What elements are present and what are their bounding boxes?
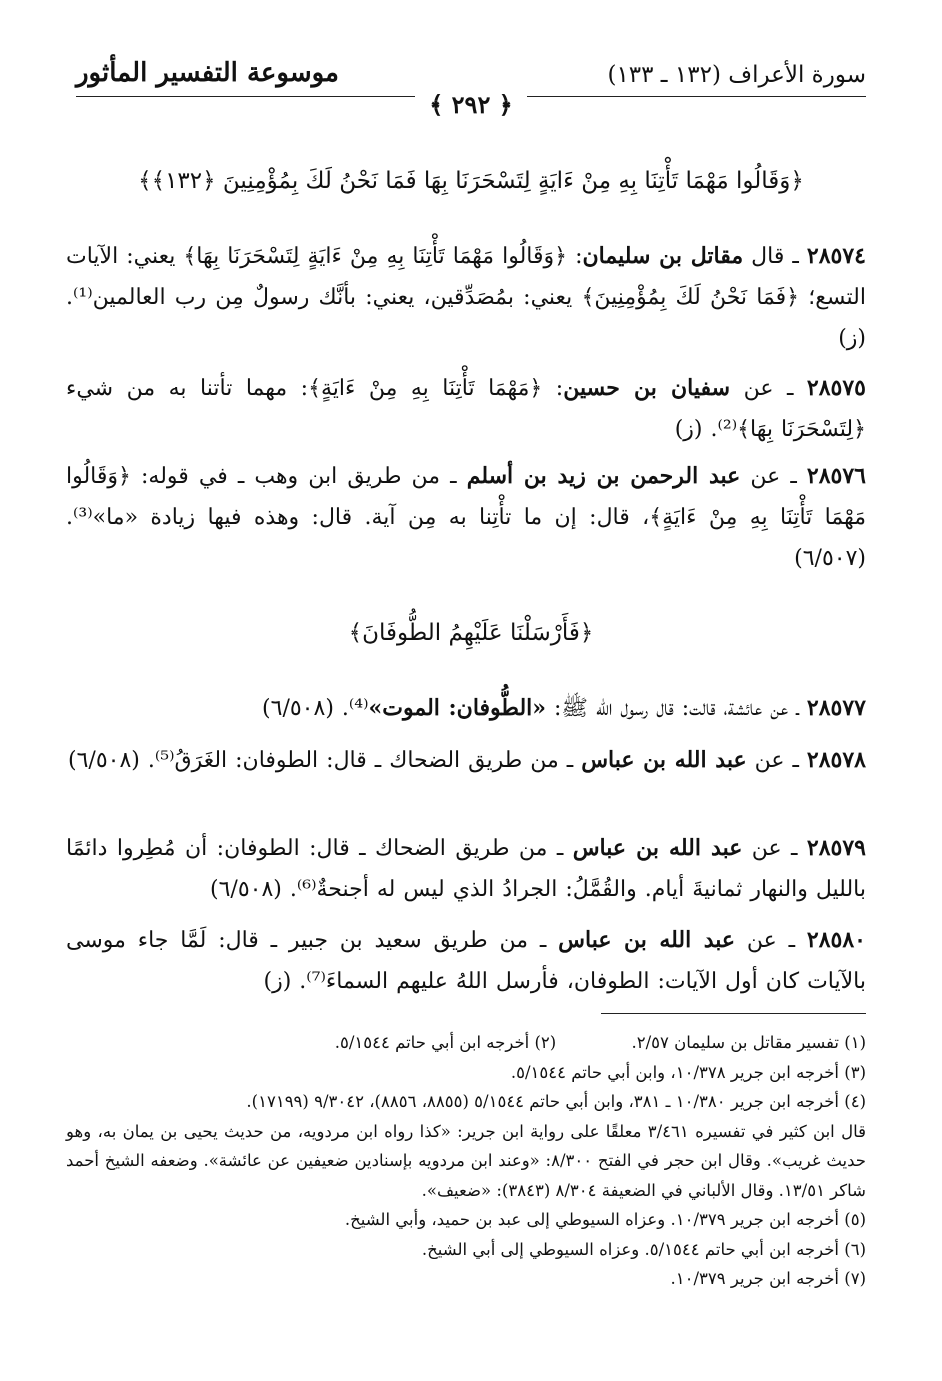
- verse-132: ﴿وَقَالُوا مَهْمَا تَأْتِنَا بِهِ مِنْ ءَايَةٍ لِتَسْحَرَنَا بِهَا فَمَا نَحْنُ لَكَ بِمُؤْمِنِينَ ﴿١٣٢﴾﴾: [138, 168, 804, 194]
- narration-number: ٢٨٥٨٠: [806, 927, 866, 953]
- footnote-3: (٣) أخرجه ابن جرير ١٠/٣٧٨، وابن أبي حاتم ٥/١٥٤٤.: [510, 1062, 866, 1082]
- narration-number: ٢٨٥٧٩: [806, 835, 866, 861]
- footnote-row-1-2: [66, 1028, 866, 1058]
- narration-text: ـ من طريق ابن وهب ـ في قوله: ﴿وَقَالُوا مَهْمَا تَأْتِنَا بِهِ مِنْ ءَايَةٍ﴾، قال: إن ما تأْتِنا به مِن آية. قال: وهذه فيها زيادة «ما»⁽³⁾. (٦/٥٠٧): [66, 464, 866, 571]
- narration-28579: [66, 828, 866, 910]
- narration-lead: ـ عن: [730, 376, 807, 401]
- narration-number: ٢٨٥٧٦: [806, 463, 866, 489]
- narrator-name: عبد الله بن عباس: [572, 835, 743, 861]
- narration-lead: ـ عن: [735, 928, 807, 953]
- narration-number: ٢٨٥٧٧: [806, 695, 866, 721]
- narration-number: ٢٨٥٧٥: [806, 375, 866, 401]
- narration-text: ـ من طريق سعيد بن جبير ـ قال: لَمَّا جاء موسى بالآيات كان أول الآيات: الطوفان، فأرسل اللهُ عليهم السماءَ⁽⁷⁾. (ز): [66, 928, 866, 994]
- narration-text: ـ من طريق الضحاك ـ قال: الطوفان: أن مُطِروا دائمًا بالليل والنهار ثمانيةَ أيام. والقُمَّلُ: الجرادُ الذي ليس له أجنحةٌ⁽⁶⁾. (٦/٥٠٨): [66, 836, 866, 902]
- narration-text: : ﴿مَهْمَا تَأْتِنَا بِهِ مِنْ ءَايَةٍ﴾: مهما تأتنا به من شيء ﴿لِتَسْحَرَنَا بِهَا﴾⁽²⁾. (ز): [66, 376, 866, 442]
- narration-28574: [66, 236, 866, 359]
- running-header-surah: سورة الأعراف (١٣٢ ـ ١٣٣): [607, 62, 866, 88]
- footnote-1: (١) تفسير مقاتل بن سليمان ٢/٥٧.: [631, 1033, 866, 1052]
- footnote-separator: [601, 1013, 866, 1014]
- narration-lead: ـ قال: [743, 244, 807, 269]
- footnote-5: (٥) أخرجه ابن جرير ١٠/٣٧٩. وعزاه السيوطي إلى عبد بن حميد، وأبي الشيخ.: [344, 1210, 866, 1229]
- narrator-name: عبد الرحمن بن زيد بن أسلم: [466, 463, 741, 489]
- hadith-quote: «الطُّوفان: الموت»: [368, 695, 547, 721]
- narration-text: : ﴿وَقَالُوا مَهْمَا تَأْتِنَا بِهِ مِنْ ءَايَةٍ لِتَسْحَرَنَا بِهَا﴾ يعني: الآيات التسع؛ ﴿فَمَا نَحْنُ لَكَ بِمُؤْمِنِينَ﴾ يعني: بمُصَدِّقين، يعني: بأنَّك رسولٌ مِن رب العالمين⁽¹⁾. (ز): [66, 244, 866, 351]
- narration-lead: ـ عن: [742, 836, 807, 861]
- verse-133-part: ﴿فَأَرْسَلْنَا عَلَيْهِمُ الطُّوفَانَ﴾: [348, 620, 594, 646]
- page-number-wrap: [0, 90, 942, 119]
- narration-number: ٢٨٥٧٨: [806, 747, 866, 773]
- running-header-book-title: موسوعة التفسير المأثور: [76, 58, 339, 88]
- narration-28578: [66, 740, 866, 781]
- narration-28576: [66, 456, 866, 579]
- narration-lead: ـ عن: [746, 748, 807, 773]
- narration-28577: [66, 688, 866, 729]
- footnote-7: (٧) أخرجه ابن جرير ١٠/٣٧٩.: [670, 1269, 866, 1288]
- footnote-6: (٦) أخرجه ابن أبي حاتم ٥/١٥٤٤. وعزاه السيوطي إلى أبي الشيخ.: [421, 1239, 866, 1259]
- narration-28580: [66, 920, 866, 1002]
- narration-text: ـ من طريق الضحاك ـ قال: الطوفان: الغَرَقُ⁽⁵⁾. (٦/٥٠٨): [68, 748, 582, 773]
- narration-lead: ـ عن: [740, 464, 807, 489]
- narration-text: ⁽⁴⁾. (٦/٥٠٨): [262, 696, 369, 721]
- footnotes: [66, 1028, 866, 1294]
- footnote-4: (٤) أخرجه ابن جرير ١٠/٣٨٠ ـ ٣٨١، وابن أبي حاتم ٥/١٥٤٤ (٨٨٥٥، ٨٨٥٦)، ٩/٣٠٤٢ (١٧١٩٩).: [246, 1092, 866, 1111]
- page-number: ﴿ ٢٩٢ ﴾: [415, 90, 527, 119]
- narration-28575: [66, 368, 866, 450]
- narrator-name: سفيان بن حسين: [563, 375, 731, 401]
- narrator-name: عبد الله بن عباس: [558, 927, 736, 953]
- narrator-name: مقاتل بن سليمان: [582, 243, 744, 269]
- narration-lead: ـ عن عائشة، قالت: قال رسول الله ﷺ:: [546, 696, 807, 721]
- footnote-4-note: قال ابن كثير في تفسيره ٣/٤٦١ معلقًا على رواية ابن جرير: «كذا رواه ابن مردويه، من حديث يحيى بن يمان به، وهو حديث غريب». وقال ابن حجر في الفتح ٨/٣٠٠: «وعند ابن مردويه بإسنادين ضعيفين عن عائشة». وضعفه الشيخ أحمد شاكر ١٣/٥١. وقال الألباني في الضعيفة ٨/٣٠٤ (٣٨٤٣): «ضعيف».: [66, 1121, 866, 1200]
- narration-number: ٢٨٥٧٤: [806, 243, 866, 269]
- narrator-name: عبد الله بن عباس: [581, 747, 747, 773]
- footnote-2: (٢) أخرجه ابن أبي حاتم ٥/١٥٤٤.: [334, 1033, 557, 1052]
